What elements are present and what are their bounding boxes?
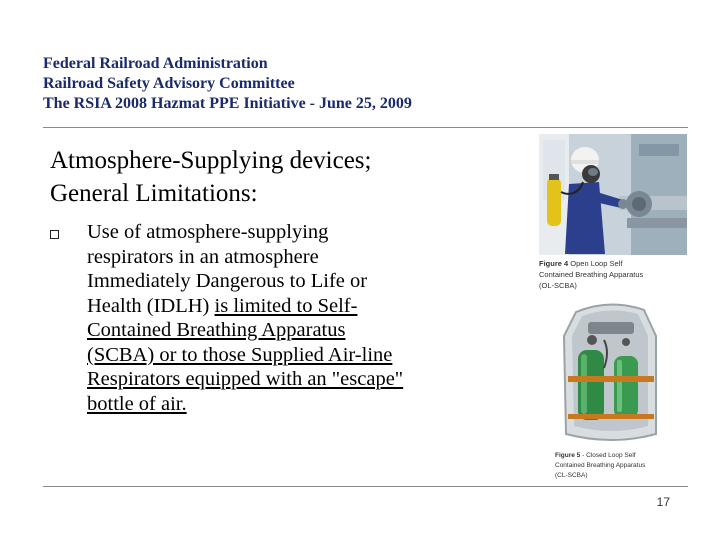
figure-5-caption-line-3: (CL-SCBA) bbox=[555, 472, 588, 479]
page-number: 17 bbox=[656, 495, 670, 509]
slide-title bbox=[50, 144, 371, 210]
bullet-line: Use of atmosphere-supplying bbox=[87, 221, 329, 243]
square-bullet-icon bbox=[50, 230, 59, 239]
bullet-line-underlined: Contained Breathing Apparatus bbox=[87, 319, 346, 341]
figure-4-caption-line-3: (OL-SCBA) bbox=[539, 281, 577, 290]
closed-loop-scba-photo bbox=[552, 296, 670, 450]
bullet-line: Immediately Dangerous to Life or bbox=[87, 270, 368, 292]
title-line-2: General Limitations: bbox=[50, 180, 258, 207]
footer-divider bbox=[43, 486, 688, 487]
header-line-committee: Railroad Safety Advisory Committee bbox=[43, 75, 295, 92]
figure-4-caption bbox=[539, 258, 699, 291]
header-line-agency: Federal Railroad Administration bbox=[43, 55, 268, 72]
figure-4-caption-line-1: Open Loop Self bbox=[570, 259, 623, 268]
figure-5-number: Figure 5 bbox=[555, 452, 581, 459]
title-line-1: Atmosphere-Supplying devices; bbox=[50, 147, 372, 174]
header-divider bbox=[43, 127, 688, 128]
open-loop-scba-photo bbox=[539, 134, 687, 255]
bullet-text bbox=[87, 220, 497, 416]
slide-header bbox=[43, 54, 543, 114]
figure-5-caption-line-2: Contained Breathing Apparatus bbox=[555, 462, 646, 469]
header-line-initiative: The RSIA 2008 Hazmat PPE Initiative - June 25, 2009 bbox=[43, 95, 412, 112]
bullet-plain-segment: Health (IDLH) bbox=[87, 294, 215, 317]
bullet-underlined-segment: is limited to Self- bbox=[214, 294, 358, 317]
bullet-line: respirators in an atmosphere bbox=[87, 245, 319, 268]
bullet-line-underlined: bottle of air. bbox=[87, 392, 187, 415]
bullet-line-underlined: Respirators equipped with an "escape" bbox=[87, 368, 404, 390]
scba-unit-illustration bbox=[552, 296, 670, 450]
figure-4-caption-line-2: Contained Breathing Apparatus bbox=[539, 270, 644, 279]
figure-5-caption-line-1: - Closed Loop Self bbox=[582, 452, 636, 459]
figure-5-caption bbox=[555, 451, 675, 481]
bullet-line-mixed bbox=[87, 294, 497, 319]
bullet-line-underlined: (SCBA) or to those Supplied Air-line bbox=[87, 343, 393, 366]
figure-4-number: Figure 4 bbox=[539, 259, 569, 268]
worker-illustration bbox=[539, 134, 687, 255]
